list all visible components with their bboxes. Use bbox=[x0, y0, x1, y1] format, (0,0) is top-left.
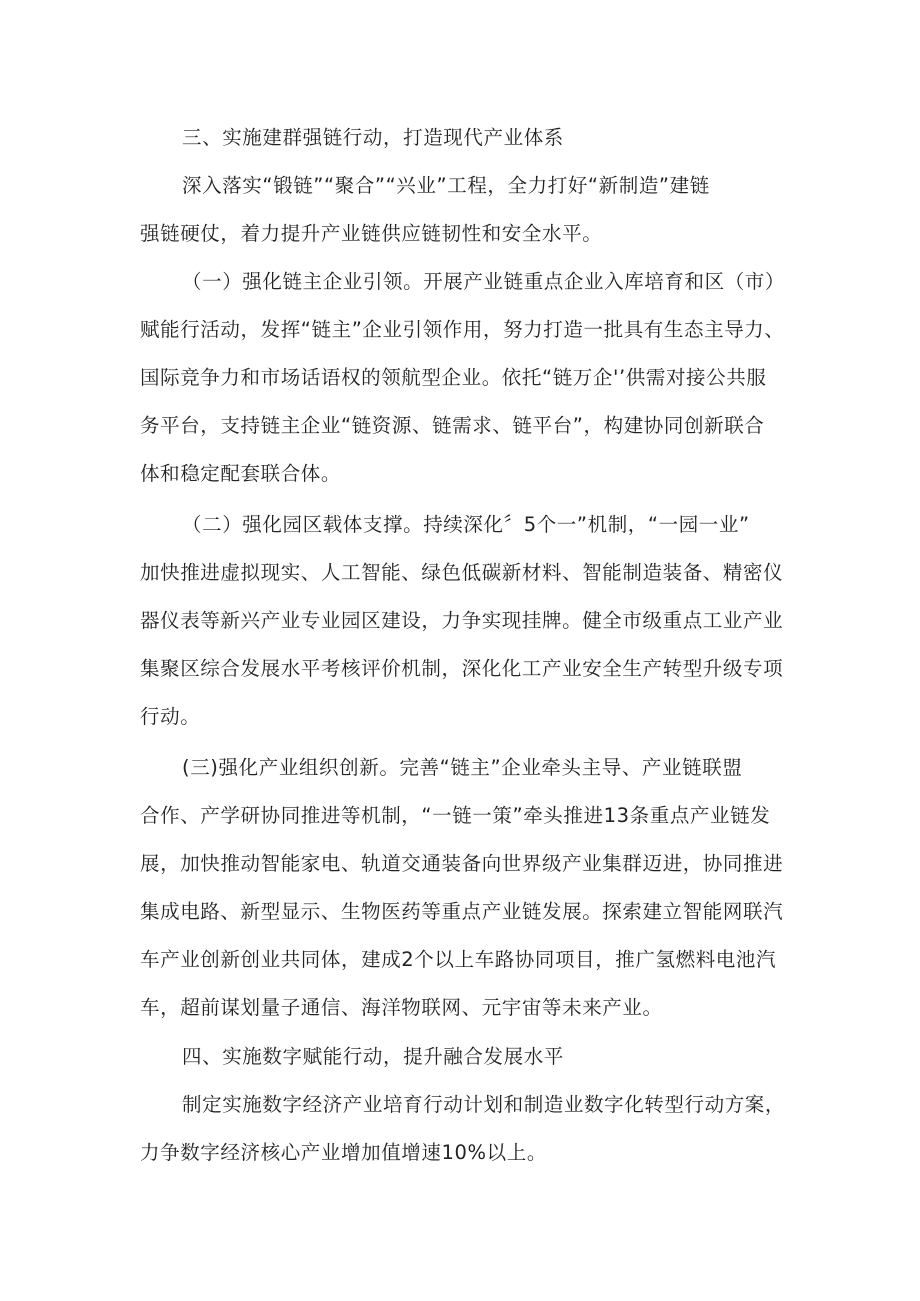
paragraph-line: 加快推进虚拟现实、人工智能、绿色低碳新材料、智能制造装备、精密仪 bbox=[140, 561, 784, 584]
paragraph-line: 力争数字经济核心产业增加值增速10%以上。 bbox=[140, 1141, 547, 1164]
paragraph-line: 深入落实“锻链”“聚合”“兴业”工程，全力打好“新制造”建链 bbox=[182, 174, 710, 197]
subsection-heading-1: （一）强化链主企业引领。开展产业链重点企业入库培育和区（市） bbox=[182, 270, 786, 293]
paragraph-line: 集成电路、新型显示、生物医药等重点产业链发展。探索建立智能网联汽 bbox=[140, 900, 784, 923]
paragraph-line: 赋能行活动，发挥“链主”企业引领作用，努力打造一批具有生态主导力、 bbox=[140, 318, 785, 341]
paragraph-line: 体和稳定配套联合体。 bbox=[140, 462, 342, 485]
paragraph-line: 行动。 bbox=[140, 705, 201, 728]
paragraph-line: 强链硬仗，着力提升产业链供应链韧性和安全水平。 bbox=[140, 222, 603, 245]
paragraph-line: 集聚区综合发展水平考核评价机制，深化化工产业安全生产转型升级专项 bbox=[140, 657, 784, 680]
paragraph-line: 车，超前谋划量子通信、海洋物联网、元宇宙等未来产业。 bbox=[140, 996, 663, 1019]
subsection-heading-3: (三)强化产业组织创新。完善“链主”企业牵头主导、产业链联盟 bbox=[182, 756, 743, 779]
section-heading-4: 四、实施数字赋能行动，提升融合发展水平 bbox=[182, 1045, 564, 1068]
paragraph-line: 务平台，支持链主企业“链资源、链需求、链平台”，构建协同创新联合 bbox=[140, 414, 765, 437]
paragraph-line: 器仪表等新兴产业专业园区建设，力争实现挂牌。健全市级重点工业产业 bbox=[140, 609, 784, 632]
section-heading-3: 三、实施建群强链行动，打造现代产业体系 bbox=[182, 126, 564, 149]
paragraph-line: 制定实施数字经济产业培育行动计划和制造业数字化转型行动方案， bbox=[182, 1093, 786, 1116]
subsection-heading-2: （二）强化园区载体支撑。持续深化〞5个一”机制，“一园一业” bbox=[182, 513, 750, 536]
paragraph-line: 车产业创新创业共同体，建成2个以上车路协同项目，推广氢燃料电池汽 bbox=[140, 948, 777, 971]
paragraph-line: 国际竞争力和市场话语权的领航型企业。依托“链万企'’供需对接公共服 bbox=[140, 366, 767, 389]
paragraph-line: 合作、产学研协同推进等机制，“一链一策”牵头推进13条重点产业链发 bbox=[140, 804, 771, 827]
paragraph-line: 展，加快推动智能家电、轨道交通装备向世界级产业集群迈进，协同推进 bbox=[140, 852, 784, 875]
